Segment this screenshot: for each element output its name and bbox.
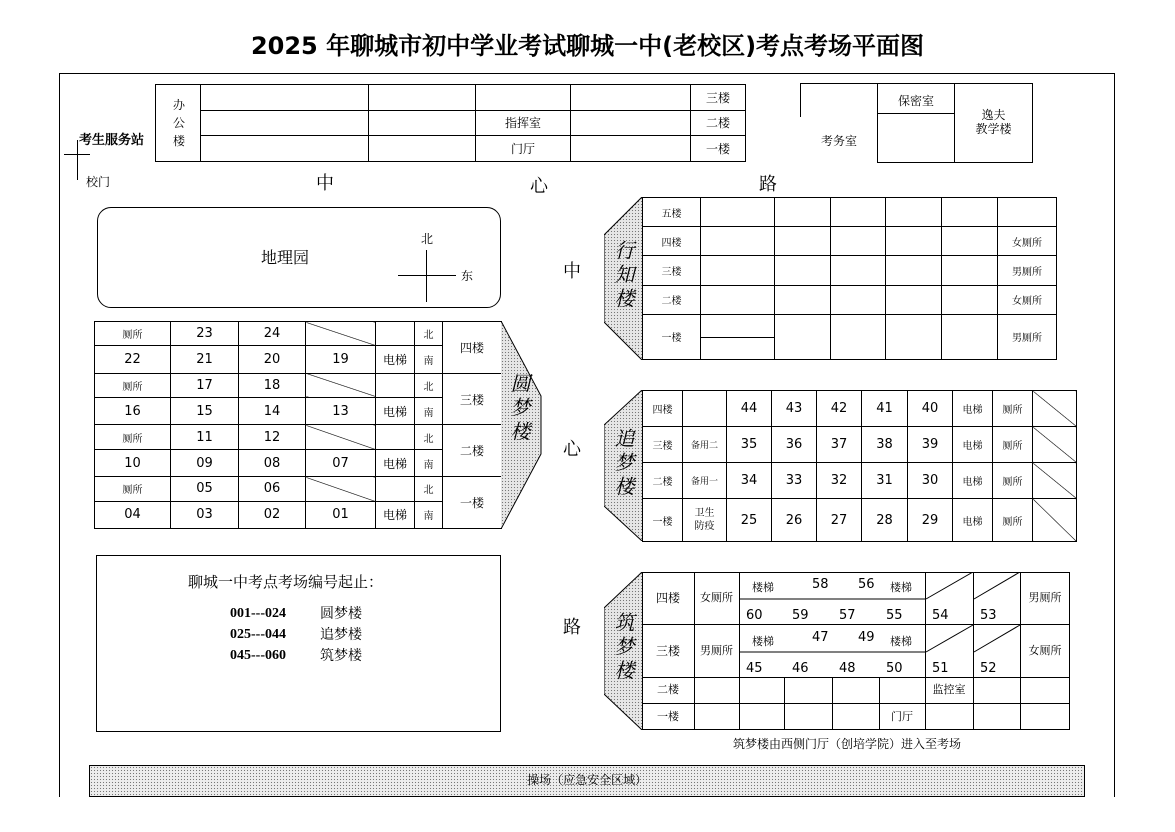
zhumeng-lobby: 门厅 [891, 710, 913, 723]
stairs: 楼梯 [890, 581, 912, 594]
exam-room-35: 35 [727, 427, 772, 463]
exam-room-55: 55 [886, 608, 903, 623]
floor-label: 二楼 [657, 683, 679, 696]
yifu-building [800, 83, 1033, 163]
elevator: 电梯 [953, 499, 993, 542]
exam-room-10: 10 [95, 449, 171, 476]
legend-range: 001---024 [230, 606, 286, 621]
floor-label: 二楼 [443, 425, 502, 477]
toilet: 厕所 [993, 427, 1033, 463]
exam-room-23: 23 [171, 322, 239, 346]
unused-cell [1033, 499, 1077, 542]
exam-room-31: 31 [862, 463, 908, 499]
exam-room-17: 17 [171, 373, 239, 397]
exam-room-22: 22 [95, 346, 171, 373]
zhumeng-entry-note: 筑梦楼由西侧门厅（创培学院）进入至考场 [733, 737, 962, 751]
office-floor-1: 一楼 [691, 136, 746, 162]
exam-room-45: 45 [746, 661, 763, 676]
unused-cell [306, 425, 376, 449]
floor-label: 一楼 [643, 499, 683, 542]
toilet: 厕所 [993, 463, 1033, 499]
elevator: 电梯 [376, 346, 415, 373]
exam-room-26: 26 [772, 499, 817, 542]
compass-horizontal [398, 275, 456, 276]
exam-room-03: 03 [171, 501, 239, 528]
unused-cell [1033, 463, 1077, 499]
elevator: 电梯 [953, 391, 993, 427]
zhumeng-building-name: 筑梦楼 [611, 612, 635, 684]
exam-room-07: 07 [306, 449, 376, 476]
office-building [200, 84, 746, 162]
toilet: 厕所 [95, 477, 171, 501]
legend-range: 025---044 [230, 627, 286, 642]
compass [426, 250, 427, 302]
exam-room-11: 11 [171, 425, 239, 449]
floor-label: 三楼 [643, 427, 683, 463]
exam-room-14: 14 [239, 398, 306, 425]
exam-room-04: 04 [95, 501, 171, 528]
elevator: 电梯 [376, 398, 415, 425]
exam-room-18: 18 [239, 373, 306, 397]
floor-label: 四楼 [643, 391, 683, 427]
legend-building: 筑梦楼 [320, 648, 362, 664]
exam-room-08: 08 [239, 449, 306, 476]
exam-room-49: 49 [858, 630, 875, 645]
exam-room-60: 60 [746, 608, 763, 623]
office-lobby: 门厅 [476, 136, 571, 162]
exam-room-29: 29 [908, 499, 953, 542]
exam-room-53: 53 [980, 608, 997, 623]
floor-label: 一楼 [657, 710, 679, 723]
toilet: 厕所 [95, 322, 171, 346]
floor-label: 三楼 [643, 256, 701, 285]
unused-cell [306, 373, 376, 397]
exam-room-33: 33 [772, 463, 817, 499]
exam-room-20: 20 [239, 346, 306, 373]
exam-room-01: 01 [306, 501, 376, 528]
gate-marker-vertical [77, 140, 78, 180]
spare-room [683, 391, 727, 427]
south-side: 南 [415, 501, 443, 528]
spare-room-2: 备用二 [683, 427, 727, 463]
health-epidemic-room: 卫生 防疫 [683, 499, 727, 542]
office-floor-3: 三楼 [691, 85, 746, 111]
exam-room-37: 37 [817, 427, 862, 463]
exam-room-51: 51 [932, 661, 949, 676]
zhuimeng-building-name: 追梦楼 [611, 428, 635, 500]
road-char: 路 [563, 617, 581, 638]
floor-label: 四楼 [655, 591, 680, 605]
monitor-room: 监控室 [932, 683, 966, 696]
exam-room-19: 19 [306, 346, 376, 373]
south-side: 南 [415, 346, 443, 373]
page-title: 2025 年聊城市初中学业考试聊城一中(老校区)考点考场平面图 [250, 32, 925, 60]
female-toilet: 女厕所 [998, 285, 1057, 314]
exam-room-54: 54 [932, 608, 949, 623]
toilet: 厕所 [95, 425, 171, 449]
exam-room-48: 48 [839, 661, 856, 676]
road-char: 路 [759, 174, 777, 195]
exam-room-30: 30 [908, 463, 953, 499]
exam-room-57: 57 [839, 608, 856, 623]
exam-room-40: 40 [908, 391, 953, 427]
unused-cell [306, 322, 376, 346]
exam-room-13: 13 [306, 398, 376, 425]
road-char: 中 [316, 173, 334, 194]
exam-room-28: 28 [862, 499, 908, 542]
exam-room-24: 24 [239, 322, 306, 346]
north-side: 北 [415, 425, 443, 449]
female-toilet: 女厕所 [1028, 644, 1062, 657]
exam-room-25: 25 [727, 499, 772, 542]
zhumeng-building [642, 572, 1070, 730]
exam-room-50: 50 [886, 661, 903, 676]
floor-label: 四楼 [443, 322, 502, 374]
security-room: 保密室 [897, 94, 934, 108]
exam-room-58: 58 [812, 577, 829, 592]
compass-east: 东 [461, 269, 474, 283]
legend-building: 追梦楼 [320, 627, 362, 643]
xingzhi-building-name: 行知楼 [611, 240, 635, 312]
female-toilet: 女厕所 [700, 591, 733, 604]
exam-room-27: 27 [817, 499, 862, 542]
stairs: 楼梯 [890, 635, 912, 648]
exam-room-36: 36 [772, 427, 817, 463]
xingzhi-building [642, 197, 1057, 360]
exam-room-21: 21 [171, 346, 239, 373]
exam-room-56: 56 [858, 577, 875, 592]
male-toilet: 男厕所 [998, 256, 1057, 285]
floor-label: 一楼 [643, 314, 701, 359]
exam-office: 考务室 [820, 134, 857, 148]
exam-room-15: 15 [171, 398, 239, 425]
service-station-label: 考生服务站 [79, 133, 145, 148]
gate-label: 校门 [86, 175, 111, 189]
unused-cell [1033, 427, 1077, 463]
exam-room-05: 05 [171, 477, 239, 501]
exam-room-41: 41 [862, 391, 908, 427]
elevator: 电梯 [376, 501, 415, 528]
command-room: 指挥室 [476, 110, 571, 136]
unused-cell [1033, 391, 1077, 427]
exam-room-59: 59 [792, 608, 809, 623]
floor-label: 二楼 [643, 463, 683, 499]
north-side: 北 [415, 477, 443, 501]
yuanmeng-building-name: 圆梦楼 [507, 373, 531, 445]
floor-label: 四楼 [643, 227, 701, 256]
office-building-name: 办 公 楼 [155, 84, 200, 162]
floor-label: 一楼 [443, 477, 502, 529]
unused-cell [306, 477, 376, 501]
exam-room-32: 32 [817, 463, 862, 499]
floor-label: 二楼 [643, 285, 701, 314]
compass-north: 北 [421, 232, 434, 246]
exam-room-44: 44 [727, 391, 772, 427]
spare-room-1: 备用一 [683, 463, 727, 499]
north-side: 北 [415, 322, 443, 346]
exam-room-16: 16 [95, 398, 171, 425]
south-side: 南 [415, 449, 443, 476]
exam-room-46: 46 [792, 661, 809, 676]
floor-label: 三楼 [443, 373, 502, 425]
north-side: 北 [415, 373, 443, 397]
yifu-name: 逸夫 教学楼 [975, 108, 1012, 137]
elevator: 电梯 [953, 463, 993, 499]
geography-garden-label: 地理园 [261, 248, 310, 267]
exam-room-42: 42 [817, 391, 862, 427]
elevator: 电梯 [376, 449, 415, 476]
floor-label: 五楼 [643, 198, 701, 227]
elevator: 电梯 [953, 427, 993, 463]
legend-range: 045---060 [230, 648, 286, 663]
zhuimeng-building [642, 390, 1077, 542]
stairs: 楼梯 [752, 581, 774, 594]
exam-room-06: 06 [239, 477, 306, 501]
female-toilet: 女厕所 [998, 227, 1057, 256]
road-char: 心 [530, 176, 548, 197]
office-floor-2: 二楼 [691, 110, 746, 136]
south-side: 南 [415, 398, 443, 425]
toilet: 厕所 [95, 373, 171, 397]
toilet: 厕所 [993, 391, 1033, 427]
playground-label: 操场（应急安全区域） [526, 773, 647, 787]
male-toilet: 男厕所 [998, 314, 1057, 359]
exam-room-09: 09 [171, 449, 239, 476]
yuanmeng-building [94, 321, 502, 529]
exam-room-43: 43 [772, 391, 817, 427]
exam-room-12: 12 [239, 425, 306, 449]
exam-room-02: 02 [239, 501, 306, 528]
road-char: 心 [563, 439, 581, 460]
exam-room-38: 38 [862, 427, 908, 463]
exam-room-47: 47 [812, 630, 829, 645]
road-char: 中 [563, 261, 581, 282]
toilet [998, 198, 1057, 227]
legend-building: 圆梦楼 [320, 606, 362, 622]
exam-room-34: 34 [727, 463, 772, 499]
legend-title: 聊城一中考点考场编号起止： [188, 573, 384, 591]
male-toilet: 男厕所 [1028, 591, 1062, 604]
toilet: 厕所 [993, 499, 1033, 542]
floor-label: 三楼 [655, 644, 680, 658]
stairs: 楼梯 [752, 635, 774, 648]
male-toilet: 男厕所 [700, 644, 733, 657]
exam-room-52: 52 [980, 661, 997, 676]
exam-room-39: 39 [908, 427, 953, 463]
